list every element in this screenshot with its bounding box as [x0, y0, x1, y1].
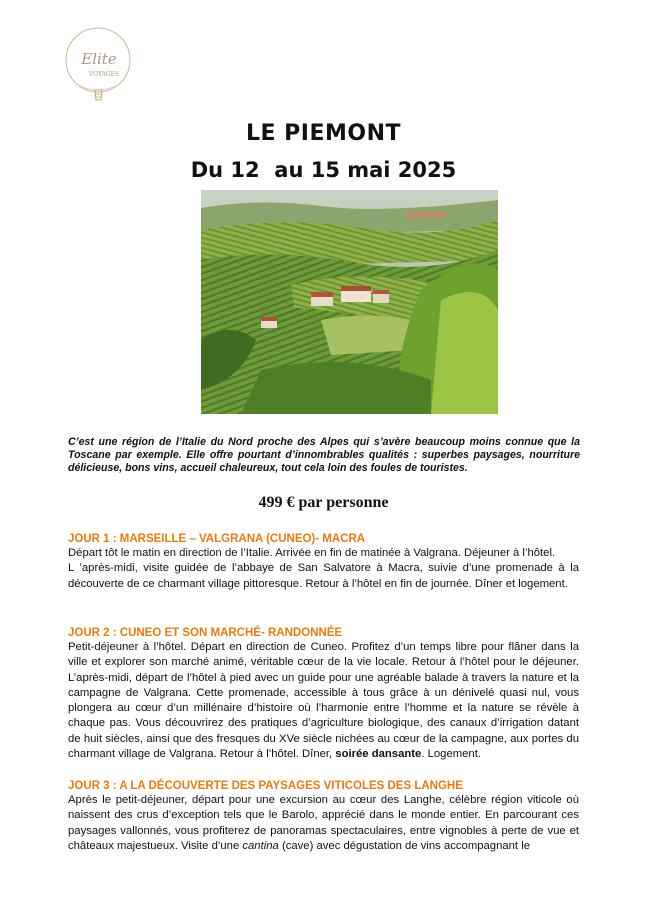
logo-name: Elite — [81, 50, 117, 68]
day-1-text — [68, 546, 579, 592]
day-2-bold-highlight: soirée dansante — [335, 748, 422, 761]
day-3-heading: JOUR 3 : A LA DÉCOUVERTE DES PAYSAGES VITICOLES DES LANGHE — [68, 780, 463, 792]
day-1-paragraph: L ’après-midi, visite guidée de l’abbaye de San Salvatore à Macra, suivie d’une promenade à la découverte de ce charmant village pittoresque. Retour à l’hôtel en fin de journée. Dîner et logement. — [68, 562, 579, 590]
vineyard-landscape-image — [201, 190, 498, 414]
page-title: LE PIEMONT — [245, 121, 402, 146]
day-2-text-end: . Logement. — [421, 748, 481, 761]
day-3-italic-term: cantina — [242, 839, 279, 852]
day-1-heading: JOUR 1 : MARSEILLE – VALGRANA (CUNEO)- MACRA — [68, 533, 366, 545]
day-1-paragraph: Départ tôt le matin en direction de l’Italie. Arrivée en fin de matinée à Valgrana. Déjeuner à l’hôtel. — [68, 547, 556, 559]
day-2-text-main: Petit-déjeuner à l’hôtel. Départ en direction de Cuneo. Profitez d’un temps libre pour flâner dans la ville et explorer son marché animé, véritable cœur de la vie locale. Retour à l’hôtel pour le déjeuner. L’après-midi, départ de l’hôtel à pied avec un guide pour une agréable balade à travers la nature et la campagne de Valgrana. Cette promenade, accessible à tous grâce à un dénivelé quasi nul, vous plongera au cœur d’un millénaire d’histoire où l’harmonie entre l’homme et la nature se révèle à chaque pas. Vous découvrirez des pratiques d’agriculture biologique, des canaux d’irrigation datant de huit siècles, ainsi que des fresques du XVe siècle nichées au cœur de la campagne, aux portes du charmant village de Valgrana. Retour à l’hôtel. Dîner, — [68, 641, 579, 761]
price-per-person: 499 € par personne — [258, 494, 389, 511]
day-3-text-end: (cave) avec dégustation de vins accompagnant le — [278, 839, 531, 852]
logo-sub: VOYAGES — [88, 71, 120, 78]
intro-paragraph: C’est une région de l’Italie du Nord proche des Alpes qui s’avère beaucoup moins connue que la Toscane par exemple. Elle offre pourtant d’innombrables qualités : superbes paysages, nourriture délicieuse, bons vins, accueil chaleureux, tout cela loin des foules de touristes. — [68, 436, 580, 474]
day-3-text-main: Après le petit-déjeuner, départ pour une excursion au cœur des Langhe, célèbre région viticole où naissent des crus d’exception tels que le Barolo, apprécié dans le monde entier. En parcourant ces paysages vallonnés, vous profiterez de panoramas spectaculaires, entre vignobles à perte de vue et châteaux majestueux. Visite d’une — [68, 794, 579, 852]
day-2-heading: JOUR 2 : CUNEO ET SON MARCHÉ- RANDONNÉE — [68, 627, 343, 639]
trip-dates: Du 12 au 15 mai 2025 — [190, 158, 457, 182]
day-3-text — [68, 793, 579, 854]
elite-voyages-logo — [62, 22, 138, 108]
day-2-text — [68, 640, 579, 762]
